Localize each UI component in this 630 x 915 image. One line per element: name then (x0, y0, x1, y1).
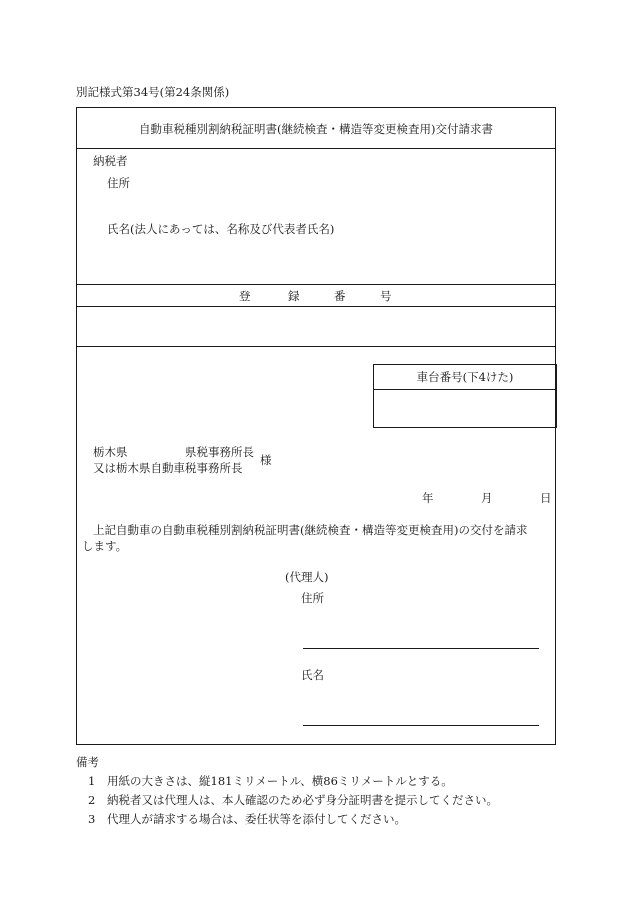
divider (77, 306, 555, 307)
note-number: 2 (88, 793, 96, 807)
vehicle-number-label: 車台番号(下4けた) (416, 370, 514, 384)
vehicle-number-box (373, 364, 557, 428)
date-day-label: 日 (540, 491, 552, 505)
request-text-line-1: 上記自動車の自動車税種別割納税証明書(継続検査・構造等変更検査用)の交付を請求 (93, 523, 528, 537)
agent-address-label: 住所 (301, 591, 324, 605)
addressee-line-1: 栃木県 県税事務所長 (93, 445, 254, 459)
request-text-line-2: します。 (82, 539, 128, 553)
registration-label-char-1: 登 (239, 289, 251, 303)
note-text: 納税者又は代理人は、本人確認のため必ず身分証明書を提示してください。 (107, 793, 498, 807)
note-number: 3 (88, 812, 96, 826)
note-number: 1 (88, 774, 96, 788)
date-year-label: 年 (422, 491, 434, 505)
form-number-label: 別記様式第34号(第24条関係) (76, 85, 230, 99)
agent-heading: (代理人) (285, 570, 329, 584)
addressee-line-2: 又は栃木県自動車税事務所長 (93, 461, 243, 475)
agent-address-underline (303, 648, 539, 649)
agent-address-field[interactable] (303, 624, 537, 640)
note-text: 代理人が請求する場合は、委任状等を添付してください。 (107, 812, 406, 826)
registration-label-char-4: 号 (380, 289, 392, 303)
divider (77, 346, 555, 347)
agent-name-field[interactable] (303, 702, 537, 718)
note-text: 用紙の大きさは、縦181ミリメートル、横86ミリメートルとする。 (107, 774, 453, 788)
form-title: 自動車税種別割納税証明書(継続検査・構造等変更検査用)交付請求書 (139, 122, 493, 136)
registration-number-field[interactable] (87, 318, 547, 334)
date-month-label: 月 (481, 491, 493, 505)
taxpayer-heading: 納税者 (93, 154, 128, 168)
notes-heading: 備考 (76, 755, 99, 769)
divider (77, 148, 555, 149)
vehicle-number-field[interactable] (380, 395, 550, 419)
taxpayer-name-label: 氏名(法人にあっては、名称及び代表者氏名) (107, 222, 335, 236)
registration-label-char-3: 番 (334, 289, 346, 303)
request-form (76, 107, 556, 745)
divider (374, 389, 556, 390)
agent-name-underline (303, 725, 539, 726)
divider (77, 284, 555, 285)
agent-name-label: 氏名 (301, 668, 324, 682)
addressee-honorific: 様 (260, 453, 272, 467)
registration-label-char-2: 録 (288, 289, 300, 303)
taxpayer-address-label: 住所 (107, 176, 130, 190)
